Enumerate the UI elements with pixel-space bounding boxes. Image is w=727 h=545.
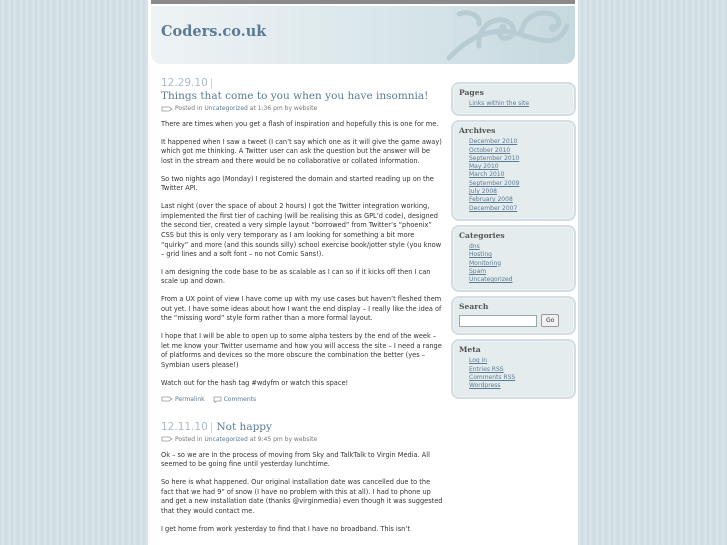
list-item: [469, 180, 569, 188]
site-title-link[interactable]: Coders.co.uk: [161, 23, 267, 40]
archive-link[interactable]: May 2010: [469, 163, 499, 171]
search-input[interactable]: [459, 315, 537, 327]
date-separator: |: [209, 419, 214, 433]
post-paragraph: Ok – so we are in the process of moving from Sky and TalkTalk to Virgin Media. All seemed to be going fine until yesterday lunchtime.: [161, 450, 430, 469]
category-link[interactable]: Monitoring: [469, 259, 502, 267]
list-item: [469, 155, 569, 163]
site-header: [151, 6, 575, 64]
post-paragraph: It happened when I saw a tweet (I can’t say which one as it will give the game away) which got me thinking. A Twitter user can ask the question but the answer will be lost in the stream and there would be no collaborative or collated information.: [161, 137, 442, 165]
list-item: [469, 268, 569, 276]
archives-widget: [451, 120, 576, 221]
list-item: [469, 243, 569, 251]
categories-widget: [451, 225, 576, 292]
list-item: [469, 374, 569, 382]
category-link[interactable]: dns: [469, 242, 480, 250]
post-body: [161, 451, 443, 535]
list-item: [469, 276, 569, 284]
post-paragraph: Last night (over the space of about 2 hours) I got the Twitter integration working, implemented the first tier of caching (will be realising this as GPL’d code), designed the second tier, created a very simple layout “borrowed” from Twitter’s “phoenix” CSS but this is only very temporary as I am looking for something a bit more “quirky” and more (and this sounds silly) school exercise book/jotter style (you know – grid lines and a soft font – no not Comic Sans!).: [161, 202, 442, 259]
post-body: [161, 120, 443, 388]
meta-prefix: Posted in: [175, 435, 203, 443]
permalink-link[interactable]: Permalink: [175, 395, 205, 403]
search-go-button[interactable]: Go: [541, 314, 559, 327]
list-item: [469, 147, 569, 155]
widget-heading: Meta: [459, 345, 481, 355]
archives-list: [459, 138, 569, 213]
category-link[interactable]: Uncategorized: [469, 276, 513, 284]
archive-link[interactable]: September 2010: [469, 154, 520, 162]
search-form: [459, 314, 569, 327]
post: [161, 76, 443, 403]
archive-link[interactable]: October 2010: [469, 146, 511, 154]
pages-widget: [451, 82, 576, 116]
meta-list: [459, 357, 569, 390]
list-item: [469, 196, 569, 204]
comments-link[interactable]: Comments: [223, 395, 257, 403]
decorative-swirl-icon: [439, 6, 569, 64]
category-link[interactable]: Uncategorized: [204, 105, 248, 112]
widget-heading: Search: [459, 302, 489, 312]
widget-heading: Archives: [459, 126, 496, 136]
comments-icon: [213, 396, 222, 403]
page-link[interactable]: Links within the site: [469, 100, 530, 107]
meta-suffix: at 1:36 pm by website: [249, 105, 318, 112]
search-widget: [451, 296, 576, 335]
entries-rss-link[interactable]: Entries RSS: [469, 365, 504, 373]
archive-link[interactable]: December 2007: [469, 204, 518, 212]
post-date: 12.11.10: [161, 420, 208, 433]
post-header: [161, 76, 443, 89]
top-bar: [151, 0, 575, 4]
meta-suffix: at 9:45 pm by website: [249, 435, 318, 443]
meta-widget: [451, 339, 576, 398]
main-content: [161, 76, 443, 542]
post-paragraph: I hope that I will be able to open up to some alpha testers by the end of the week – let me know your Twitter username and how you will access the site – I need a range of platforms and devices so the more obscure the combination the better (yes – Symbian users please!): [161, 332, 442, 369]
list-item: [469, 100, 569, 108]
date-separator: |: [209, 76, 214, 89]
meta-prefix: Posted in: [175, 105, 203, 112]
post-date: 12.29.10: [161, 77, 208, 89]
post-title-link[interactable]: Not happy: [216, 420, 272, 433]
archive-link[interactable]: February 2008: [469, 196, 513, 204]
list-item: [469, 205, 569, 213]
post-title-link[interactable]: Things that come to you when you have insomnia!: [161, 90, 429, 102]
categories-list: [459, 243, 569, 284]
list-item: [469, 260, 569, 268]
post-paragraph: So here is what happened. Our original installation date was cancelled due to the fact that we had 9” of snow (I have no problem with this at all). I had to phone up and get a new installation date (thanks @virginmedia) even though it was suggested that they would contact me.: [161, 477, 443, 515]
category-link[interactable]: Hosting: [469, 251, 492, 259]
comments-rss-link[interactable]: Comments RSS: [469, 374, 516, 382]
widget-heading: Pages: [459, 88, 484, 97]
category-link[interactable]: Uncategorized: [204, 435, 248, 443]
list-item: [469, 171, 569, 179]
post-header: [161, 420, 443, 433]
archive-link[interactable]: March 2010: [469, 171, 505, 179]
list-item: [469, 251, 569, 259]
wordpress-link[interactable]: Wordpress: [469, 382, 501, 390]
widget-heading: Categories: [459, 230, 505, 240]
post-paragraph: I am designing the code base to be as scalable as I can so if it kicks off then I can scale up and down.: [161, 267, 431, 286]
post-paragraph: Watch out for the hash tag #wdyfm or watch this space!: [161, 378, 349, 387]
list-item: [469, 163, 569, 171]
post-paragraph: There are times when you get a flash of inspiration and hopefully this is one for me.: [161, 120, 439, 128]
permalink-icon: [161, 396, 173, 402]
list-item: [469, 382, 569, 390]
archive-link[interactable]: December 2010: [469, 138, 518, 146]
post-meta: [161, 105, 443, 112]
archive-link[interactable]: July 2008: [469, 188, 497, 196]
list-item: [469, 138, 569, 146]
list-item: [469, 366, 569, 374]
sidebar: [451, 72, 576, 403]
pages-list: [459, 100, 569, 108]
tag-icon: [161, 436, 173, 442]
post-paragraph: So two nights ago (Monday) I registered the domain and started reading up on the Twitter API.: [161, 174, 434, 193]
post-footer: [161, 396, 443, 403]
list-item: [469, 188, 569, 196]
post-meta: [161, 436, 443, 443]
post-paragraph: I get home from work yesterday to find that I have no broadband. This isn’t: [161, 524, 411, 533]
category-link[interactable]: Spam: [469, 267, 487, 275]
login-link[interactable]: Log in: [469, 357, 488, 365]
post: [161, 420, 443, 535]
tag-icon: [161, 106, 173, 112]
page-container: [148, 0, 578, 545]
list-item: [469, 357, 569, 365]
post-paragraph: From a UX point of view I have come up with my use cases but haven’t fleshed them out yet. I have some ideas about how I want the end display – I really like the idea of the “missing word” style form rather than a more formal layout.: [161, 295, 442, 323]
archive-link[interactable]: September 2009: [469, 179, 520, 187]
